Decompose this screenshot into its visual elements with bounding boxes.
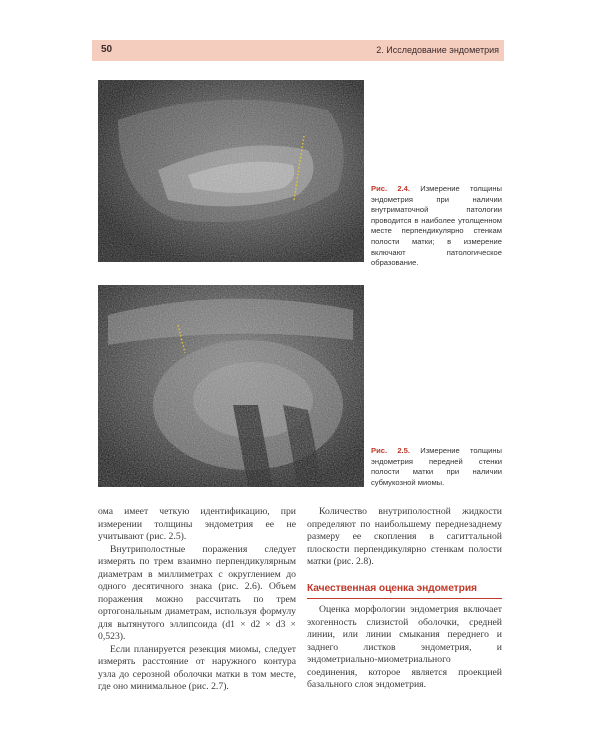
section-heading: Качественная оценка эндометрия: [307, 583, 477, 594]
paragraph: Внутриполостные поражения следует измерять по трем взаимно перпендикулярным диаметрам в миллиметрах с округлением до одного десятичного знака (рис. 2.6). Объем поражения можно рассчитать по трем ортогональным диаметрам, используя формулу для вытянутого эллипсоида (d1 × d2 × d3 × 0,523).: [98, 543, 296, 642]
figure-label: Рис. 2.5.: [371, 446, 410, 455]
paragraph: Если планируется резекция миомы, следует измерять расстояние от наружного контура узла до серозной оболочки матки в том месте, где оно минимальное (рис. 2.7).: [98, 643, 296, 692]
figure-caption-2-5: [371, 446, 502, 488]
figure-caption-text: Измерение толщины эндометрия при наличии внутриматочной патологии проводится в наиболее утолщенном месте перпендикулярно стенкам полости матки; в измерение включают патологическое образование.: [371, 184, 502, 268]
figure-caption-text: Измерение толщины эндометрия передней стенки полости матки при наличии субмукозной миомы.: [371, 446, 502, 487]
body-column-right-lower: [307, 604, 502, 692]
figure-label: Рис. 2.4.: [371, 184, 410, 193]
page-number: 50: [101, 44, 113, 55]
ultrasound-image-fig-2-5: [98, 285, 364, 487]
figure-caption-2-4: [371, 184, 502, 269]
paragraph: Количество внутриполостной жидкости определяют по наибольшему переднезаднему размеру ее скопления в сагиттальной плоскости перпендикулярно стенкам полости матки (рис. 2.8).: [307, 506, 502, 567]
paragraph: ома имеет четкую идентификацию, при измерении толщины эндометрия ее не учитывают (рис. 2.5).: [98, 506, 296, 542]
body-column-right: [307, 506, 502, 569]
body-column-left: [98, 506, 296, 694]
chapter-running-head: 2. Исследование эндометрия: [376, 45, 499, 55]
paragraph: Оценка морфологии эндометрия включает эхогенность слизистой оболочки, средней линии, или линии смыкания переднего и заднего листков эндометрия, и эндометриально-миометриального соединения, которое является проекцией базального слоя эндометрия.: [307, 604, 502, 690]
ultrasound-image-fig-2-4: [98, 80, 364, 262]
section-divider: [307, 598, 502, 599]
